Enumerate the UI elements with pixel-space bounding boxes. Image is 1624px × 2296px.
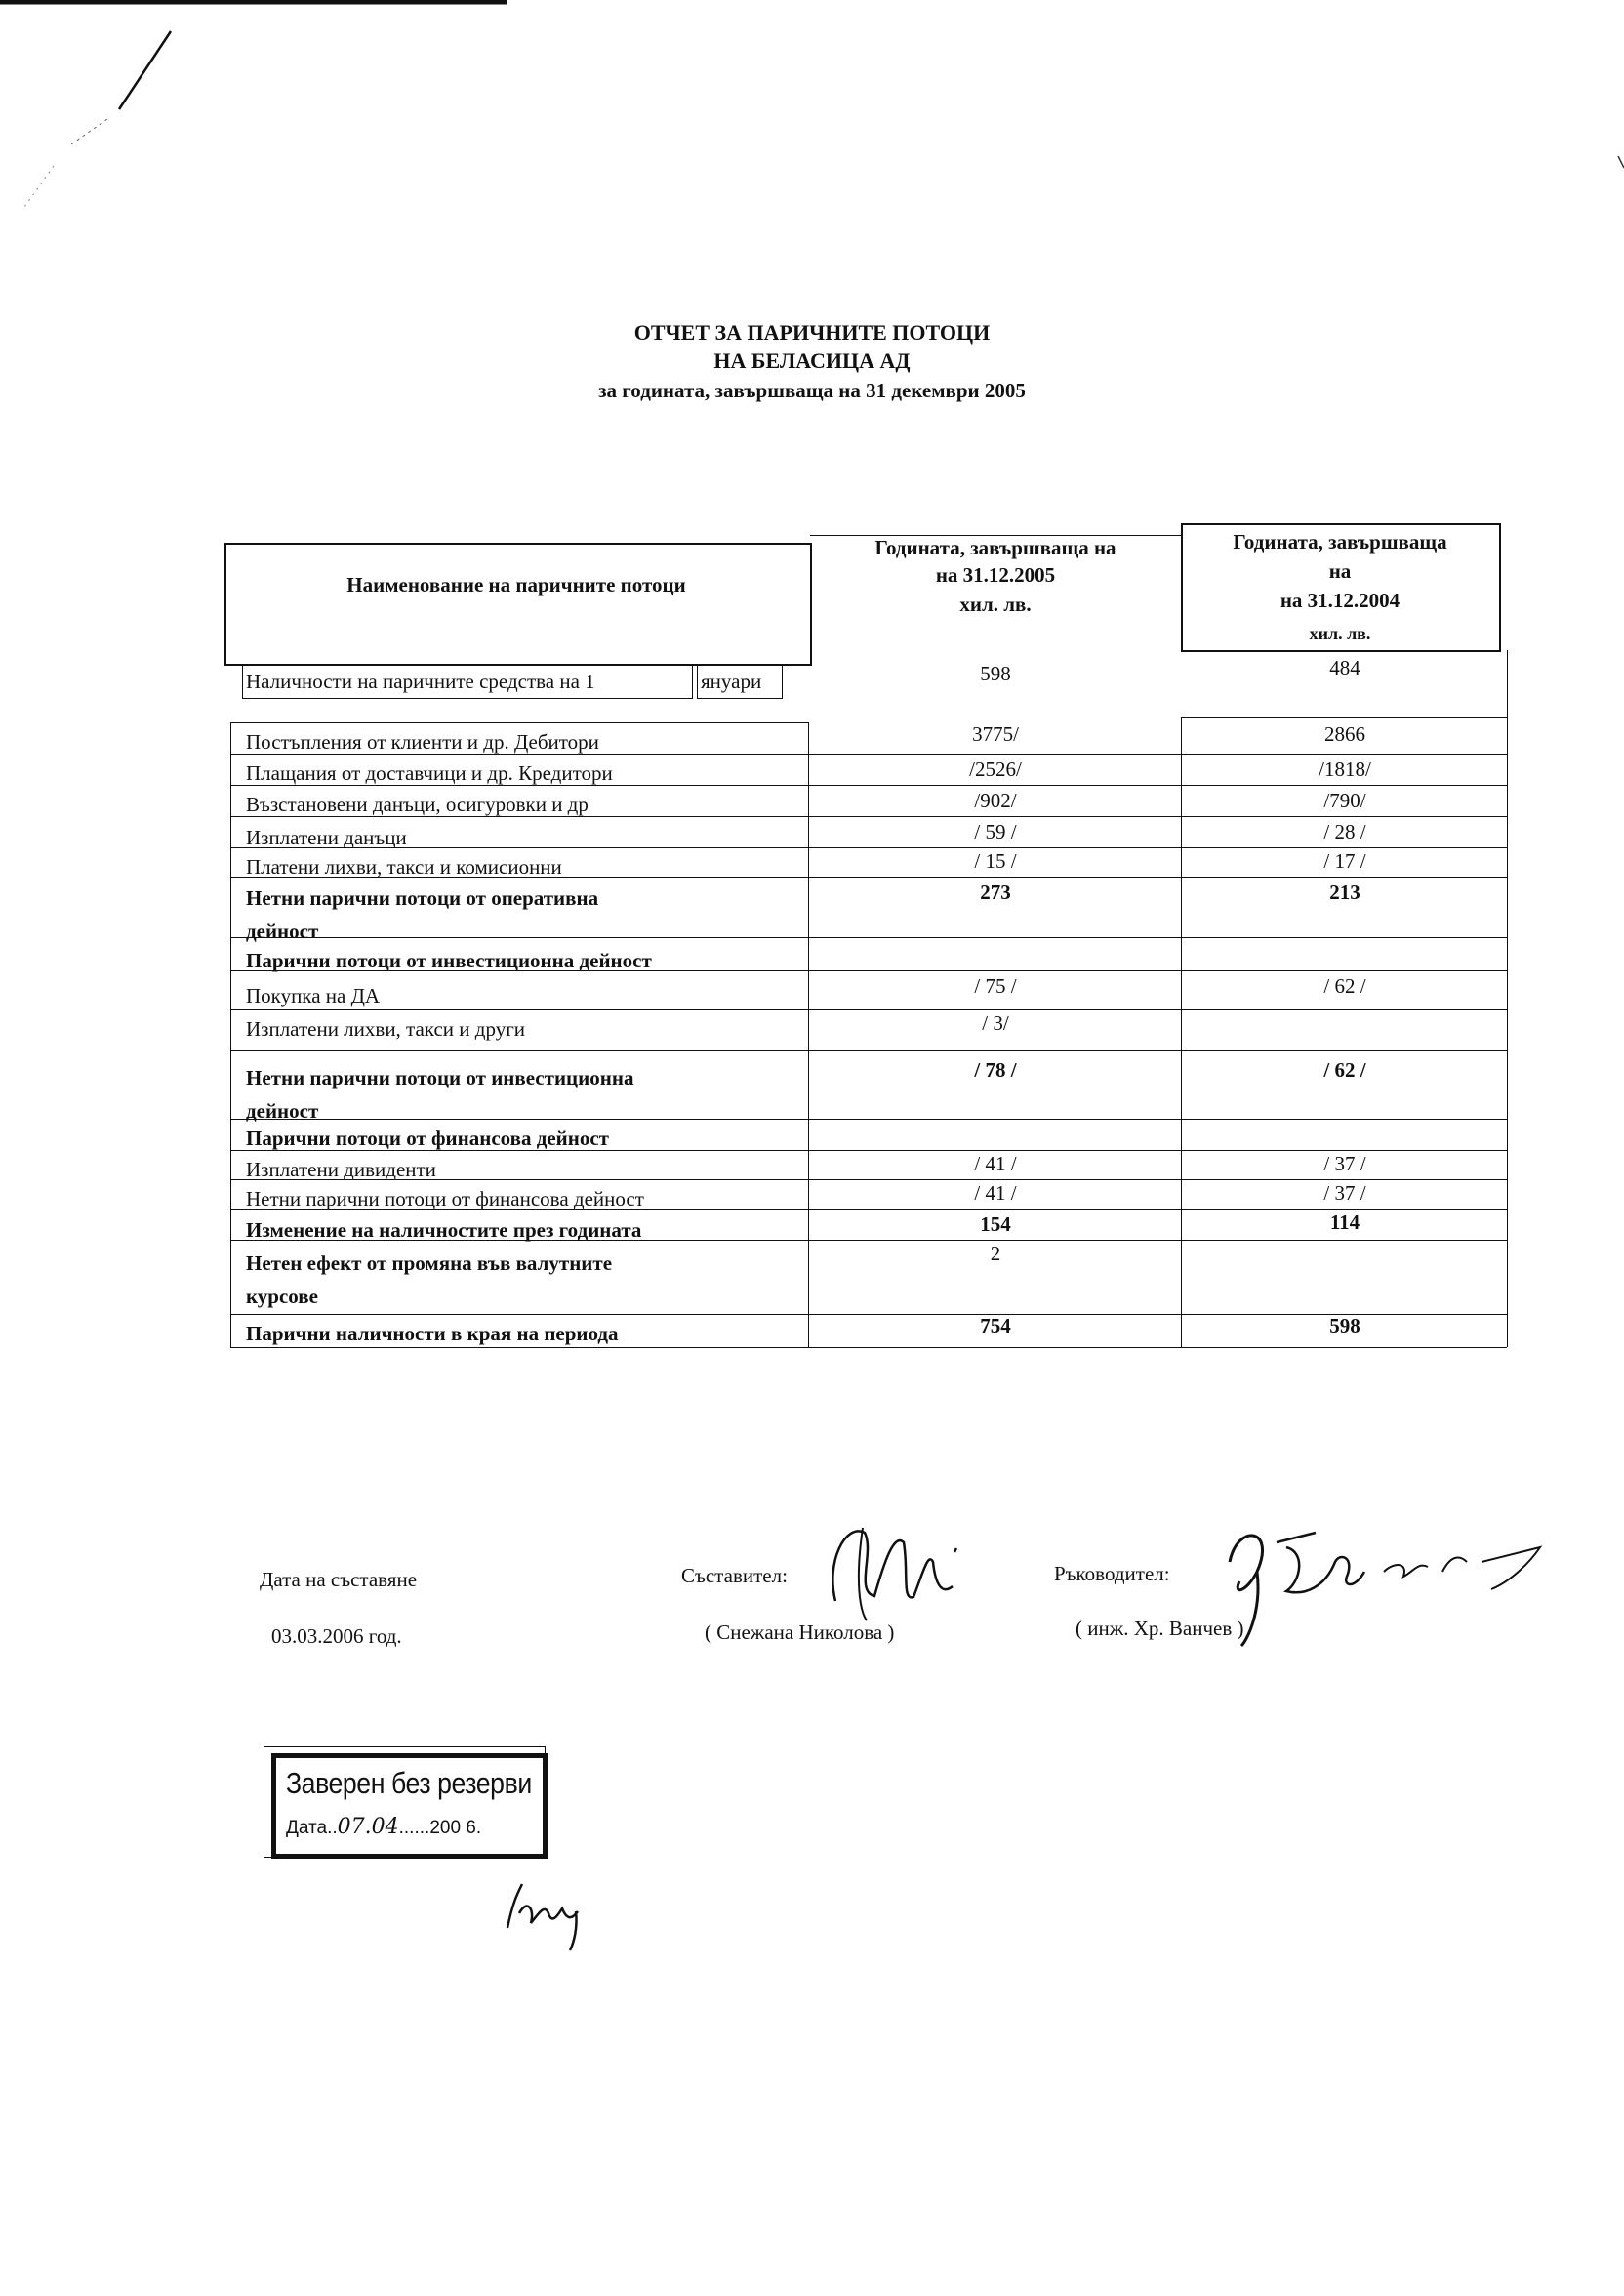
table-row-value-2005: 3775/: [972, 722, 1019, 746]
table-row-label: Парични наличности в края на периода: [246, 1322, 619, 1345]
table-row-value-2004: / 37 /: [1323, 1181, 1366, 1205]
col1-header-line3: хил. лв.: [959, 593, 1032, 616]
stamp-text: Заверен без резерви: [286, 1766, 532, 1800]
report-period: за годината, завършваща на 31 декември 2005: [598, 379, 1026, 402]
report-title: ОТЧЕТ ЗА ПАРИЧНИТЕ ПОТОЦИ: [633, 320, 991, 345]
table-row-value-2004: / 28 /: [1323, 820, 1366, 843]
table-row-value-2004: 114: [1329, 1210, 1360, 1234]
table-row-value-2005: / 3/: [982, 1011, 1009, 1035]
table-row-value-2005: / 59 /: [974, 820, 1017, 843]
table-row-label: Нетен ефект от промяна във валутните: [246, 1251, 613, 1275]
table-row-value-2005: 2: [990, 1242, 1001, 1265]
table-row-value-2005: 598: [980, 662, 1011, 685]
table-row-value-2004: 2866: [1324, 722, 1365, 746]
col2-header-line1: Годината, завършваща: [1233, 530, 1447, 554]
table-row-label: Изменение на наличностите през годината: [246, 1218, 642, 1242]
table-row-value-2005: / 15 /: [974, 849, 1017, 873]
stamp-date-line: Дата..07.04......200 6.: [286, 1815, 482, 1839]
manager-signature: [1218, 1503, 1569, 1650]
table-row-label-cont: дейност: [246, 920, 319, 943]
table-row-value-2005: / 75 /: [974, 974, 1017, 998]
row-line: [230, 1009, 1507, 1010]
table-mid-divider-2: [1181, 717, 1182, 1347]
table-row-label: Възстановени данъци, осигуровки и др: [246, 793, 589, 816]
date-label: Дата на съставяне: [260, 1568, 418, 1591]
table-row-label: Нетни парични потоци от финансова дейност: [246, 1187, 644, 1210]
table-header-name-box: [224, 543, 812, 666]
table-row-label: Изплатени данъци: [246, 826, 407, 849]
stamp-date-handwritten: 07.04: [337, 1815, 399, 1839]
stamp-date-prefix: Дата: [286, 1818, 328, 1838]
row-line: [230, 1150, 1507, 1151]
row-line: [230, 816, 1507, 817]
col-name-header: Наименование на паричните потоци: [346, 573, 686, 596]
table-row-label: Покупка на ДА: [246, 984, 381, 1007]
row-line: [230, 754, 1507, 755]
col2-header-line2: на: [1328, 559, 1352, 583]
table-row-value-2004: /790/: [1323, 789, 1366, 812]
auditor-initials: [498, 1874, 605, 1952]
table-row-value-2005: / 78 /: [974, 1058, 1017, 1082]
table-row-label: Изплатени дивиденти: [246, 1158, 436, 1181]
row-line: [230, 1050, 1507, 1051]
row-line: [230, 722, 808, 723]
table-row-value-2004: / 37 /: [1323, 1152, 1366, 1175]
table-row-value-2004: 598: [1329, 1314, 1360, 1337]
table-row-value-2005: 273: [980, 881, 1011, 904]
compiler-name: ( Снежана Николова ): [705, 1620, 895, 1644]
col1-header-line2: на 31.12.2005: [935, 563, 1056, 587]
table-row-label: Плащания от доставчици и др. Кредитори: [246, 761, 613, 785]
audit-stamp: [271, 1753, 548, 1859]
table-row-value-2004: / 62 /: [1323, 974, 1366, 998]
date-value: 03.03.2006 год.: [271, 1624, 402, 1648]
table-row-value-2004: /1818/: [1319, 758, 1371, 781]
col1-header-line1: Годината, завършваща на: [874, 536, 1116, 559]
table-row-value-2005: 154: [980, 1212, 1011, 1236]
company-name: НА БЕЛАСИЦА АД: [713, 348, 911, 373]
col2-header-line3: на 31.12.2004: [1279, 589, 1401, 612]
corner-marks: [0, 0, 1624, 225]
table-row-label: Изплатени лихви, такси и други: [246, 1017, 526, 1041]
table-row-label: Нетни парични потоци от оперативна: [246, 886, 599, 910]
section-header-financing: Парични потоци от финансова дейност: [246, 1127, 610, 1150]
table-row-label-cont: дейност: [246, 1099, 319, 1123]
table-row-value-2005: /902/: [974, 789, 1017, 812]
table-row-value-2005: 754: [980, 1314, 1011, 1337]
table-row-value-2005: / 41 /: [974, 1152, 1017, 1175]
col2-header-line4: хил. лв.: [1309, 624, 1371, 643]
table-row-label: Наличности на паричните средства на 1: [246, 670, 595, 693]
compiler-label: Съставител:: [681, 1564, 788, 1587]
table-row-label: Постъпления от клиенти и др. Дебитори: [246, 730, 599, 754]
table-row-value-2004: / 17 /: [1323, 849, 1366, 873]
manager-name: ( инж. Хр. Ванчев ): [1076, 1617, 1244, 1640]
table-right-border-top: [1499, 527, 1500, 650]
row-line: [1181, 717, 1507, 718]
table-right-border: [1507, 650, 1508, 1347]
table-bottom-line: [230, 1347, 1507, 1348]
table-row-value-2005: /2526/: [969, 758, 1022, 781]
table-row-label: Нетни парични потоци от инвестиционна: [246, 1066, 634, 1089]
table-row-label-cont: курсове: [246, 1285, 318, 1308]
table-row-label: Платени лихви, такси и комисионни: [246, 855, 562, 879]
compiler-signature: [816, 1503, 992, 1640]
row-line: [230, 785, 1507, 786]
table-row-label-tail: януари: [701, 670, 762, 693]
manager-label: Ръководител:: [1054, 1562, 1170, 1585]
table-row-value-2005: / 41 /: [974, 1181, 1017, 1205]
section-header-investing: Парични потоци от инвестиционна дейност: [246, 949, 652, 972]
table-row-value-2004: / 62 /: [1323, 1058, 1366, 1082]
table-row-value-2004: 484: [1329, 656, 1360, 679]
stamp-year: 200 6.: [429, 1818, 482, 1838]
table-row-value-2004: 213: [1329, 881, 1360, 904]
